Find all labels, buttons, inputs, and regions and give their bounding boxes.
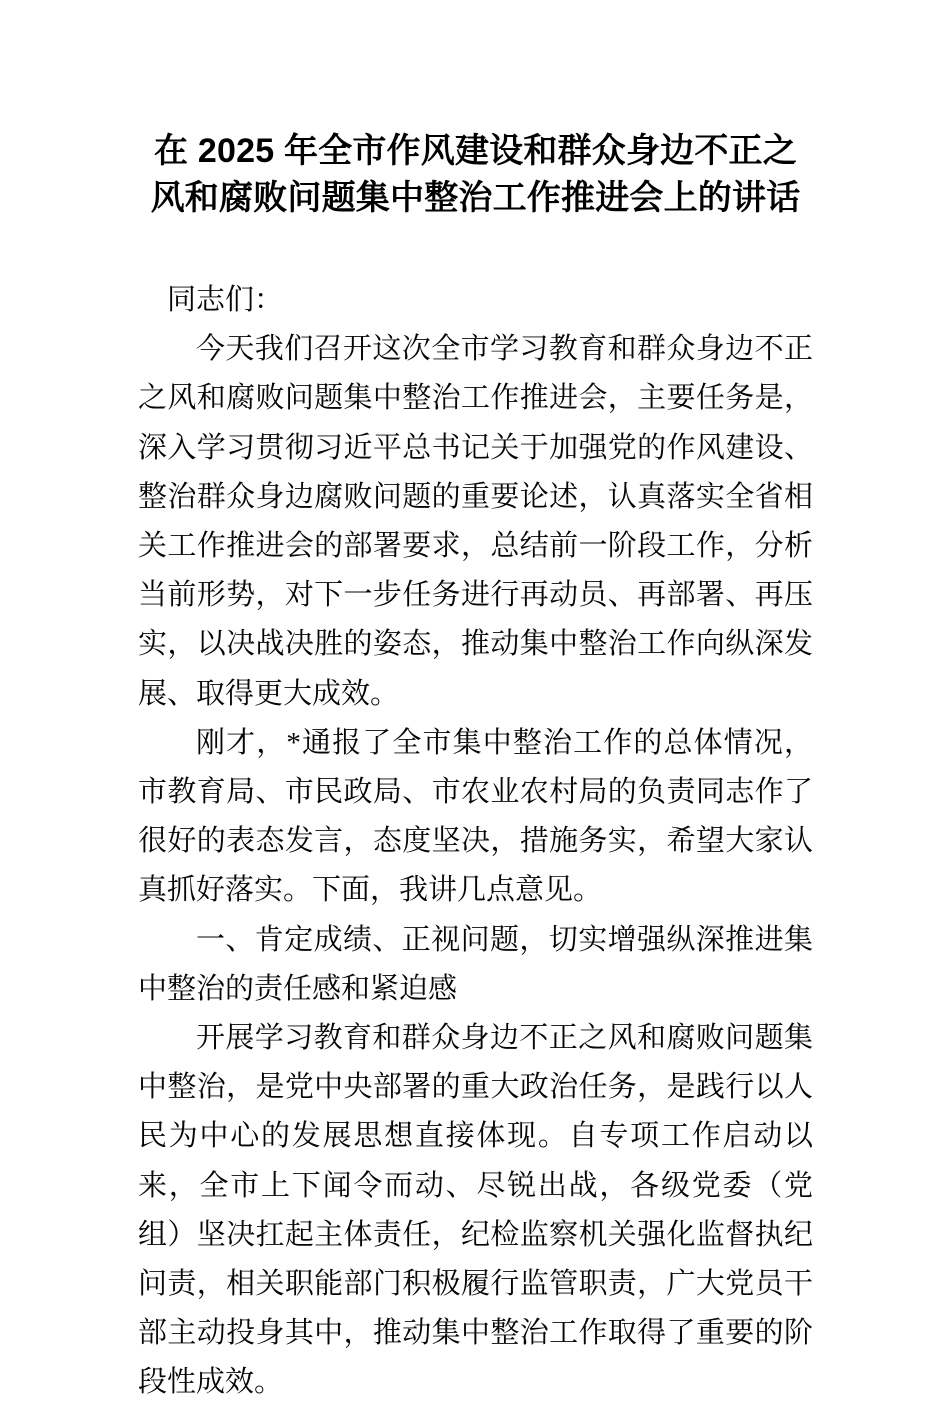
- document-body: [138, 128, 813, 1408]
- salutation: 同志们：: [167, 284, 284, 316]
- paragraph-1: 今天我们召开这次全市学习教育和群众身边不正之风和腐败问题集中整治工作推进会，主要任务是，深入学习贯彻习近平总书记关于加强党的作风建设、整治群众身边腐败问题的重要论述，认真落实全省相关工作推进会的部署要求，总结前一阶段工作，分析当前形势，对下一步任务进行再动员、再部署、再压实，以决战决胜的姿态，推动集中整治工作向纵深发展、取得更大成效。: [138, 333, 813, 710]
- document-title: 在 2025 年全市作风建设和群众身边不正之风和腐败问题集中整治工作推进会上的讲话: [150, 132, 801, 217]
- section-heading-1: 一、肯定成绩、正视问题，切实增强纵深推进集中整治的责任感和紧迫感: [138, 923, 813, 1005]
- paragraph-2: 刚才，*通报了全市集中整治工作的总体情况，市教育局、市民政局、市农业农村局的负责同志作了很好的表态发言，态度坚决，措施务实，希望大家认真抓好落实。下面，我讲几点意见。: [138, 726, 813, 907]
- paragraph-3: 开展学习教育和群众身边不正之风和腐败问题集中整治，是党中央部署的重大政治任务，是践行以人民为中心的发展思想直接体现。自专项工作启动以来，全市上下闻令而动、尽锐出战，各级党委（党组）坚决扛起主体责任，纪检监察机关强化监督执纪问责，相关职能部门积极履行监管职责，广大党员干部主动投身其中，推动集中整治工作取得了重要的阶段性成效。: [138, 1022, 813, 1399]
- title-body-spacer: [138, 222, 813, 276]
